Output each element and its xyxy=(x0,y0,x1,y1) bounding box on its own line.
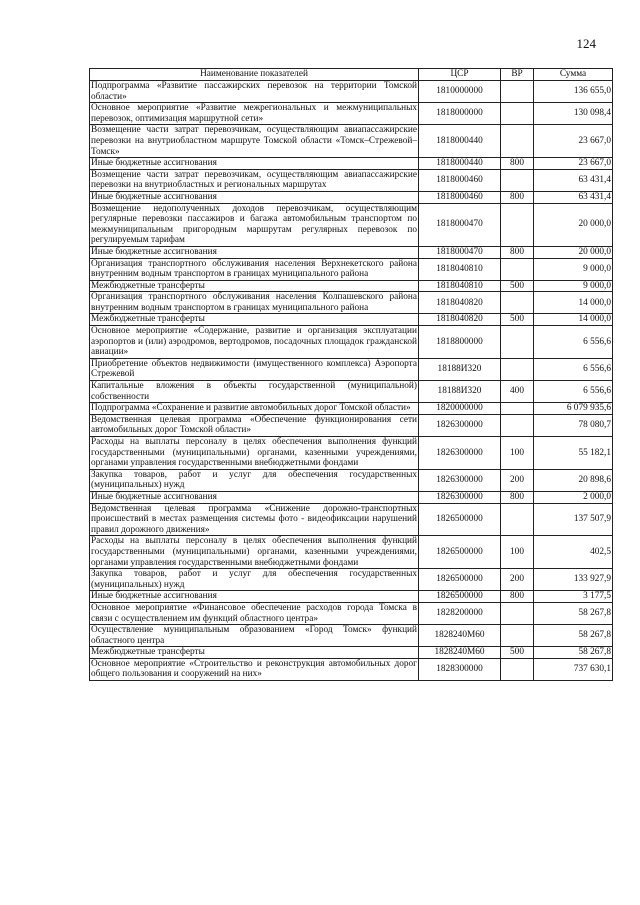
row-sum: 136 655,0 xyxy=(534,81,613,103)
row-sum: 58 267,8 xyxy=(534,647,613,659)
header-sum: Сумма xyxy=(534,69,613,81)
row-csr: 18188И320 xyxy=(419,381,501,403)
row-sum: 20 000,0 xyxy=(534,246,613,258)
row-vr: 800 xyxy=(501,246,534,258)
table-row xyxy=(90,81,613,103)
row-vr: 800 xyxy=(501,491,534,503)
row-vr xyxy=(501,81,534,103)
table-row xyxy=(90,280,613,292)
table-row xyxy=(90,203,613,246)
row-csr: 1828240М60 xyxy=(419,647,501,659)
row-name: Возмещение части затрат перевозчикам, осуществляющим авиапассажирские перевозки на внутриобластном маршруте Томской области «Томск–Стрежевой–Томск» xyxy=(91,125,417,157)
table-row xyxy=(90,536,613,569)
row-sum: 6 079 935,6 xyxy=(534,403,613,415)
row-vr: 100 xyxy=(501,437,534,470)
row-sum: 23 667,0 xyxy=(534,158,613,170)
row-vr xyxy=(501,169,534,191)
row-name: Организация транспортного обслуживания населения Верхнекетского района внутренним водным транспортом в границах муниципального района xyxy=(91,258,417,280)
row-csr: 1818040820 xyxy=(419,292,501,314)
row-csr: 1810000000 xyxy=(419,81,501,103)
row-csr: 1826300000 xyxy=(419,491,501,503)
row-name: Основное мероприятие «Строительство и реконструкция автомобильных дорог общего пользования и сооружений на них» xyxy=(91,658,417,680)
row-vr: 500 xyxy=(501,647,534,659)
header-csr: ЦСР xyxy=(419,69,501,81)
row-vr xyxy=(501,103,534,125)
row-sum: 20 898,6 xyxy=(534,469,613,491)
row-sum: 133 927,9 xyxy=(534,569,613,591)
row-csr: 1826500000 xyxy=(419,591,501,603)
table-row xyxy=(90,403,613,415)
table-row xyxy=(90,158,613,170)
row-csr: 1820000000 xyxy=(419,403,501,415)
row-csr: 1818000460 xyxy=(419,191,501,203)
row-csr: 1826500000 xyxy=(419,503,501,536)
row-sum: 58 267,8 xyxy=(534,625,613,647)
table-row xyxy=(90,103,613,125)
row-name: Иные бюджетные ассигнования xyxy=(90,246,419,258)
row-name: Осуществление муниципальным образованием «Город Томск» функций областного центра xyxy=(91,625,417,646)
table-row xyxy=(90,491,613,503)
row-name: Возмещение части затрат перевозчикам, осуществляющим авиапассажирские перевозки на внутриобластных и региональных маршрутах xyxy=(91,169,417,191)
row-vr: 100 xyxy=(501,536,534,569)
table-row xyxy=(90,569,613,591)
row-name: Капитальные вложения в объекты государственной (муниципальной) собственности xyxy=(91,381,417,402)
row-vr xyxy=(501,292,534,314)
row-name: Межбюджетные трансферты xyxy=(90,280,419,292)
table-row xyxy=(90,414,613,436)
row-csr: 1826500000 xyxy=(419,536,501,569)
table-row xyxy=(90,292,613,314)
table-row xyxy=(90,437,613,470)
row-csr: 1818000460 xyxy=(419,169,501,191)
table-row xyxy=(90,169,613,191)
row-sum: 130 098,4 xyxy=(534,103,613,125)
row-sum: 3 177,5 xyxy=(534,591,613,603)
row-name: Ведомственная целевая программа «Обеспечение функционирования сети автомобильных дорог Томской области» xyxy=(91,414,417,436)
row-csr: 1818040820 xyxy=(419,314,501,326)
row-csr: 1826300000 xyxy=(419,437,501,470)
header-vr: ВР xyxy=(501,69,534,81)
row-csr: 1828300000 xyxy=(419,658,501,680)
row-name: Межбюджетные трансферты xyxy=(90,647,419,659)
row-csr: 1828200000 xyxy=(419,602,501,624)
row-name: Иные бюджетные ассигнования xyxy=(90,158,419,170)
header-name: Наименование показателей xyxy=(90,69,419,81)
row-csr: 1828240М60 xyxy=(419,625,501,647)
row-vr xyxy=(501,414,534,436)
row-sum: 14 000,0 xyxy=(534,292,613,314)
row-sum: 6 556,6 xyxy=(534,381,613,403)
row-sum: 55 182,1 xyxy=(534,437,613,470)
table-row xyxy=(90,358,613,380)
row-sum: 6 556,6 xyxy=(534,358,613,380)
row-name: Иные бюджетные ассигнования xyxy=(90,191,419,203)
budget-table xyxy=(89,68,613,681)
table-row xyxy=(90,258,613,280)
row-vr: 200 xyxy=(501,469,534,491)
row-sum: 137 507,9 xyxy=(534,503,613,536)
row-vr xyxy=(501,358,534,380)
row-name: Возмещение недополученных доходов перевозчикам, осуществляющим регулярные перевозки пассажиров и багажа автомобильным транспортом по межмуниципальным пригородным маршрутам регулярных перевозок по регулируемым тарифам xyxy=(91,203,417,246)
row-sum: 737 630,1 xyxy=(534,658,613,680)
row-csr: 1818000440 xyxy=(419,125,501,158)
row-vr: 800 xyxy=(501,191,534,203)
table-row xyxy=(90,125,613,158)
table-row xyxy=(90,591,613,603)
row-vr: 400 xyxy=(501,381,534,403)
row-sum: 9 000,0 xyxy=(534,280,613,292)
row-name: Организация транспортного обслуживания населения Колпашевского района внутренним водным транспортом в границах муниципального района xyxy=(91,292,417,313)
table-row xyxy=(90,381,613,403)
row-name: Расходы на выплаты персоналу в целях обеспечения выполнения функций государственными (муниципальными) органами, казенными учреждениями, органами управления государственными внебюджетными фондами xyxy=(91,437,417,469)
row-vr: 200 xyxy=(501,569,534,591)
table-row xyxy=(90,503,613,536)
row-csr: 1818000470 xyxy=(419,246,501,258)
row-name: Основное мероприятие «Содержание, развитие и организация эксплуатации аэропортов и (или) аэродромов, вертодромов, посадочных площадок гражданской авиации» xyxy=(91,326,417,358)
row-sum: 14 000,0 xyxy=(534,314,613,326)
row-csr: 1818800000 xyxy=(419,326,501,359)
row-vr: 800 xyxy=(501,591,534,603)
row-vr xyxy=(501,125,534,158)
row-name: Основное мероприятие «Развитие межрегиональных и межмуниципальных перевозок, оптимизация маршрутной сети» xyxy=(91,103,417,124)
row-name: Закупка товаров, работ и услуг для обеспечения государственных (муниципальных) нужд xyxy=(91,469,417,491)
row-csr: 1818000000 xyxy=(419,103,501,125)
table-row xyxy=(90,246,613,258)
row-sum: 402,5 xyxy=(534,536,613,569)
table-row xyxy=(90,602,613,624)
row-name: Расходы на выплаты персоналу в целях обеспечения выполнения функций государственными (муниципальными) органами, казенными учреждениями, органами управления государственными внебюджетными фондами xyxy=(91,536,417,568)
row-vr: 800 xyxy=(501,158,534,170)
row-name: Межбюджетные трансферты xyxy=(90,314,419,326)
row-sum: 58 267,8 xyxy=(534,602,613,624)
row-name: Ведомственная целевая программа «Снижение дорожно-транспортных происшествий в местах размещения системы фото - видеофиксации нарушений правил дорожного движения» xyxy=(91,503,417,535)
row-csr: 1826500000 xyxy=(419,569,501,591)
row-vr xyxy=(501,203,534,246)
row-vr xyxy=(501,326,534,359)
table-row xyxy=(90,326,613,359)
row-sum: 20 000,0 xyxy=(534,203,613,246)
row-sum: 63 431,4 xyxy=(534,191,613,203)
row-name: Подпрограмма «Развитие пассажирских перевозок на территории Томской области» xyxy=(91,81,417,102)
row-vr: 500 xyxy=(501,280,534,292)
row-csr: 18188И320 xyxy=(419,358,501,380)
row-sum: 78 080,7 xyxy=(534,414,613,436)
row-csr: 1818040810 xyxy=(419,258,501,280)
table-row xyxy=(90,658,613,680)
row-name: Иные бюджетные ассигнования xyxy=(90,491,419,503)
row-sum: 2 000,0 xyxy=(534,491,613,503)
row-name: Основное мероприятие «Финансовое обеспечение расходов города Томска в связи с осуществлением им функций областного центра» xyxy=(91,602,417,624)
row-vr xyxy=(501,403,534,415)
page-number: 124 xyxy=(576,36,596,51)
row-vr: 500 xyxy=(501,314,534,326)
row-vr xyxy=(501,602,534,624)
row-vr xyxy=(501,258,534,280)
row-sum: 9 000,0 xyxy=(534,258,613,280)
table-row xyxy=(90,469,613,491)
table-row xyxy=(90,191,613,203)
row-csr: 1826300000 xyxy=(419,414,501,436)
row-name: Закупка товаров, работ и услуг для обеспечения государственных (муниципальных) нужд xyxy=(91,569,417,590)
table-header-row xyxy=(90,69,613,81)
row-name: Иные бюджетные ассигнования xyxy=(90,591,419,603)
row-vr xyxy=(501,625,534,647)
row-csr: 1818000470 xyxy=(419,203,501,246)
row-csr: 1818040810 xyxy=(419,280,501,292)
row-sum: 23 667,0 xyxy=(534,125,613,158)
row-vr xyxy=(501,658,534,680)
row-sum: 63 431,4 xyxy=(534,169,613,191)
row-name: Приобретение объектов недвижимости (имущественного комплекса) Аэропорта Стрежевой xyxy=(91,358,417,380)
row-name: Подпрограмма «Сохранение и развитие автомобильных дорог Томской области» xyxy=(90,403,419,415)
table-row xyxy=(90,314,613,326)
table-row xyxy=(90,625,613,647)
row-csr: 1826300000 xyxy=(419,469,501,491)
row-sum: 6 556,6 xyxy=(534,326,613,359)
table-row xyxy=(90,647,613,659)
row-vr xyxy=(501,503,534,536)
row-csr: 1818000440 xyxy=(419,158,501,170)
